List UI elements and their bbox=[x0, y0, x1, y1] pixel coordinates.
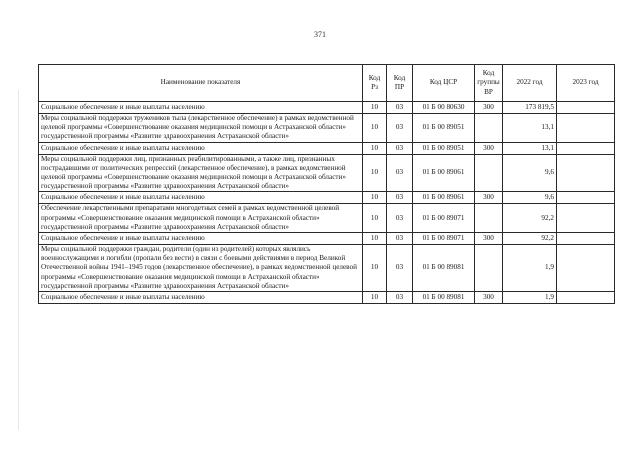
cell-code-rz: 10 bbox=[363, 204, 387, 233]
cell-indicator-name: Социальное обеспечение и иные выплаты населению bbox=[39, 292, 363, 304]
cell-code-rz: 10 bbox=[363, 233, 387, 245]
cell-code-csr: 01 Б 00 89081 bbox=[413, 292, 475, 304]
cell-indicator-name: Меры социальной поддержки граждан, родители (один из родителей) которых являлись военнослужащими и погибли (пропали без вести) в связи с боевыми действиями в период Великой Отечественной войны 1941–1945 годов (лекарственное обеспечение), в рамках ведомственной целевой программы «Совершенствование оказания медицинской помощи в Астраханской области» государственной программы «Развитие здравоохранения Астраханской области» bbox=[39, 245, 363, 292]
cell-code-pr: 03 bbox=[387, 292, 413, 304]
cell-code-rz: 10 bbox=[363, 154, 387, 192]
cell-year-2022: 173 819,5 bbox=[503, 102, 557, 114]
cell-code-vr bbox=[475, 245, 503, 292]
cell-code-vr: 300 bbox=[475, 192, 503, 204]
table-row bbox=[39, 142, 615, 154]
cell-indicator-name: Меры социальной поддержки лиц, признанных реабилитированными, а также лиц, признанных пострадавшими от политических репрессий (лекарственное обеспечение), в рамках ведомственной целевой программы «Совершенствование оказания медицинской помощи в Астраханской области» государственной программы «Развитие здравоохранения Астраханской области» bbox=[39, 154, 363, 192]
header-indicator-name: Наименование показателя bbox=[39, 65, 363, 102]
cell-code-vr: 300 bbox=[475, 102, 503, 114]
cell-code-rz: 10 bbox=[363, 114, 387, 143]
cell-indicator-name: Обеспечение лекарственными препаратами многодетных семей в рамках ведомственной целевой программы «Совершенствование оказания медицинской помощи в Астраханской области» государственной программы «Развитие здравоохранения Астраханской области» bbox=[39, 204, 363, 233]
cell-indicator-name: Социальное обеспечение и иные выплаты населению bbox=[39, 102, 363, 114]
page-number: 371 bbox=[314, 30, 326, 39]
cell-code-csr: 01 Б 00 89071 bbox=[413, 204, 475, 233]
table-row bbox=[39, 204, 615, 233]
cell-code-vr bbox=[475, 114, 503, 143]
header-code-pr: Код ПР bbox=[387, 65, 413, 102]
cell-code-pr: 03 bbox=[387, 245, 413, 292]
header-code-rz: Код Рз bbox=[363, 65, 387, 102]
header-code-vr: Код группы ВР bbox=[475, 65, 503, 102]
table-row bbox=[39, 114, 615, 143]
cell-year-2022: 1,9 bbox=[503, 292, 557, 304]
budget-table bbox=[38, 64, 615, 304]
cell-year-2022: 92,2 bbox=[503, 204, 557, 233]
cell-indicator-name: Социальное обеспечение и иные выплаты населению bbox=[39, 233, 363, 245]
table-row bbox=[39, 292, 615, 304]
cell-code-vr: 300 bbox=[475, 292, 503, 304]
cell-indicator-name: Социальное обеспечение и иные выплаты населению bbox=[39, 142, 363, 154]
cell-code-csr: 01 Б 00 89051 bbox=[413, 142, 475, 154]
table-row bbox=[39, 245, 615, 292]
cell-code-csr: 01 Б 00 89061 bbox=[413, 154, 475, 192]
header-year-2023: 2023 год bbox=[557, 65, 615, 102]
cell-code-csr: 01 Б 00 89071 bbox=[413, 233, 475, 245]
cell-code-csr: 01 Б 00 89061 bbox=[413, 192, 475, 204]
cell-code-rz: 10 bbox=[363, 102, 387, 114]
cell-year-2023 bbox=[557, 204, 615, 233]
cell-year-2022: 9,6 bbox=[503, 192, 557, 204]
cell-year-2023 bbox=[557, 142, 615, 154]
cell-year-2023 bbox=[557, 245, 615, 292]
cell-code-pr: 03 bbox=[387, 142, 413, 154]
table-header-row bbox=[39, 65, 615, 102]
cell-code-vr bbox=[475, 204, 503, 233]
cell-code-csr: 01 Б 00 89051 bbox=[413, 114, 475, 143]
table-row bbox=[39, 192, 615, 204]
cell-code-pr: 03 bbox=[387, 154, 413, 192]
header-year-2022: 2022 год bbox=[503, 65, 557, 102]
cell-code-pr: 03 bbox=[387, 114, 413, 143]
cell-code-vr bbox=[475, 154, 503, 192]
cell-code-pr: 03 bbox=[387, 102, 413, 114]
cell-code-csr: 01 Б 00 89081 bbox=[413, 245, 475, 292]
cell-year-2022: 9,6 bbox=[503, 154, 557, 192]
cell-year-2022: 13,1 bbox=[503, 142, 557, 154]
cell-year-2023 bbox=[557, 192, 615, 204]
cell-year-2023 bbox=[557, 114, 615, 143]
cell-indicator-name: Меры социальной поддержки тружеников тыла (лекарственное обеспечение) в рамках ведомственной целевой программы «Совершенствование оказания медицинской помощи в Астраханской области» государственной программы «Развитие здравоохранения Астраханской области» bbox=[39, 114, 363, 143]
table-row bbox=[39, 102, 615, 114]
table-row bbox=[39, 154, 615, 192]
cell-year-2023 bbox=[557, 292, 615, 304]
scan-margin-line bbox=[18, 90, 19, 430]
cell-year-2023 bbox=[557, 102, 615, 114]
header-code-csr: Код ЦСР bbox=[413, 65, 475, 102]
cell-year-2022: 92,2 bbox=[503, 233, 557, 245]
cell-code-pr: 03 bbox=[387, 204, 413, 233]
budget-table-container bbox=[38, 64, 614, 304]
cell-code-vr: 300 bbox=[475, 142, 503, 154]
cell-code-csr: 01 Б 00 80630 bbox=[413, 102, 475, 114]
cell-year-2023 bbox=[557, 154, 615, 192]
cell-year-2023 bbox=[557, 233, 615, 245]
cell-code-vr: 300 bbox=[475, 233, 503, 245]
cell-code-rz: 10 bbox=[363, 245, 387, 292]
cell-code-pr: 03 bbox=[387, 192, 413, 204]
table-row bbox=[39, 233, 615, 245]
cell-code-rz: 10 bbox=[363, 142, 387, 154]
cell-year-2022: 1,9 bbox=[503, 245, 557, 292]
cell-year-2022: 13,1 bbox=[503, 114, 557, 143]
cell-indicator-name: Социальное обеспечение и иные выплаты населению bbox=[39, 192, 363, 204]
cell-code-rz: 10 bbox=[363, 192, 387, 204]
cell-code-rz: 10 bbox=[363, 292, 387, 304]
cell-code-pr: 03 bbox=[387, 233, 413, 245]
